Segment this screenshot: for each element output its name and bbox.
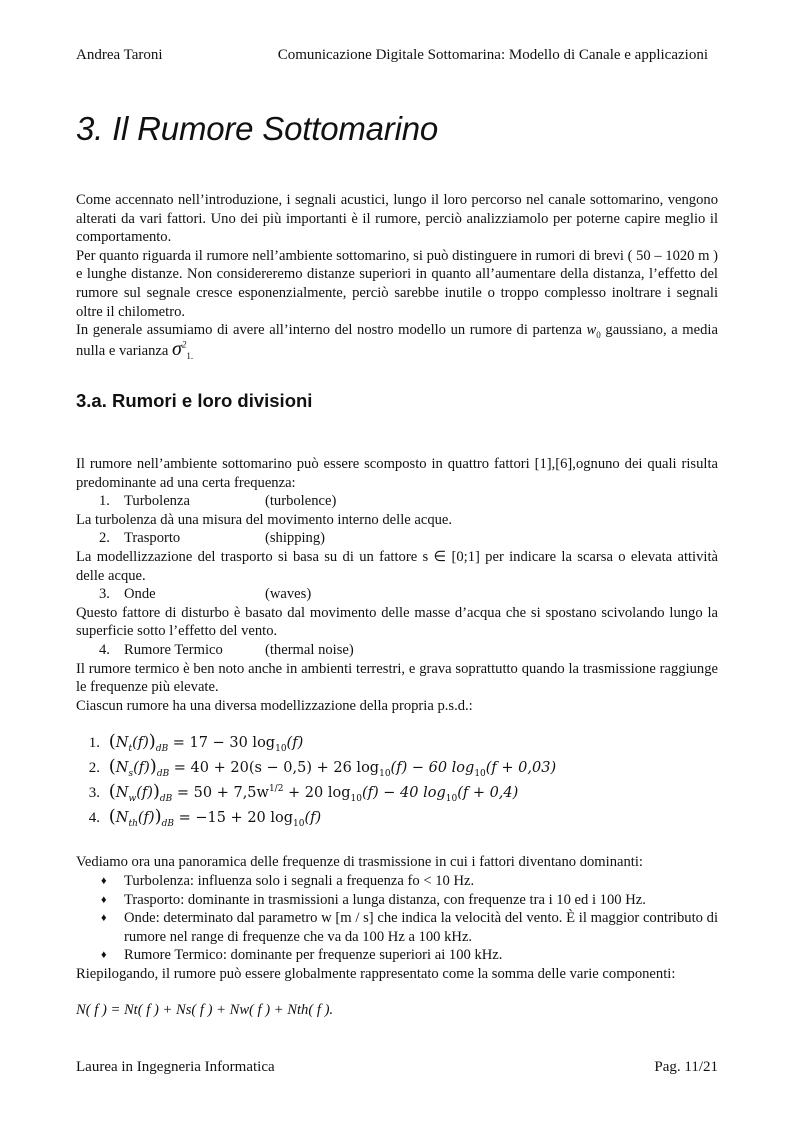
bullet-item-4: ♦ Rumore Termico: dominante per frequenze superiori ai 100 kHz. — [101, 947, 503, 964]
formula-1: 1. $(N_t(f))_{dB} = 17 - 30$ $\log_{10}(f)$ — [88, 731, 304, 755]
factor-desc-3: Questo fattore di disturbo è basato dal movimento delle masse d’acqua che si spostano scivolando lungo la superficie sotto l’effetto del vento. — [76, 604, 718, 640]
factor-desc-1: La turbolenza dà una misura del movimento interno delle acque. — [76, 511, 453, 528]
header-author: Andrea Taroni — [76, 47, 163, 63]
diamond-bullet-icon: ♦ — [101, 949, 107, 962]
overview-intro: Vediamo ora una panoramica delle frequenze di trasmissione in cui i fattori diventano dominanti: — [76, 854, 643, 871]
chapter-title: 3. Il Rumore Sottomarino — [76, 110, 439, 147]
bullet-item-1: ♦ Turbolenza: influenza solo i segnali a frequenza fo < 10 Hz. — [101, 872, 475, 889]
formula-3: 3. $(N_w(f))_{dB} = 50 + 7,5w^{1/2} + 20$ $\log_{10}(f) - 40$ $\log_{10}(f + 0,4)$ — [88, 781, 519, 805]
footer-degree: Laurea in Ingegneria Informatica — [76, 1059, 275, 1075]
summary-paragraph: Riepilogando, il rumore può essere globalmente rappresentato come la somma delle varie componenti: — [76, 965, 676, 982]
psd-intro: Ciascun rumore ha una diversa modellizzazione della propria p.s.d.: — [76, 697, 473, 714]
section-title: 3.a. Rumori e loro divisioni — [76, 390, 313, 411]
bullet-item-2: ♦ Trasporto: dominante in trasmissioni a lunga distanza, con frequenze tra i 10 ed i 100 Hz. — [101, 891, 646, 908]
diamond-bullet-icon: ♦ — [101, 912, 107, 925]
page-number: Pag. 11/21 — [654, 1059, 718, 1075]
header-title: Comunicazione Digitale Sottomarina: Modello di Canale e applicazioni — [277, 47, 708, 63]
diamond-bullet-icon: ♦ — [101, 874, 107, 887]
factor-heading-2: 2. Trasporto (shipping) — [99, 530, 325, 547]
factor-heading-1: 1. Turbolenza (turbolence) — [99, 493, 337, 510]
total-noise-formula: N( f ) = Nt( f ) + Ns( f ) + Nw( f ) + Nth( f ). — [76, 1002, 334, 1019]
intro-paragraph-2: Per quanto riguarda il rumore nell’ambiente sottomarino, si può distinguere in rumori di brevi ( 50 – 1020 m ) e lunghe distanze. Non considereremo distanze superiori in quanto all’aumentare della distanza, l’effetto del rumore sul segnale cresce esponenzialmente, perciò sarebbe inutile o troppo complesso inoltrare i segnali oltre il chilometro. — [76, 247, 718, 320]
intro-paragraph-3: In generale assumiamo di avere all’interno del nostro modello un rumore di partenza $w_0$ gaussiano, a media nulla e varianza $\sigma^2_{1.}$ — [76, 322, 718, 361]
intro-section — [76, 191, 718, 360]
formula-4: 4. $(N_{th}(f))_{dB} = -15 + 20$ $\log_{10}(f)$ — [88, 806, 322, 830]
section-body — [76, 455, 718, 1020]
diamond-bullet-icon: ♦ — [101, 893, 107, 906]
bullet-item-3: ♦ Onde: determinato dal parametro w [m / s] che indica la velocità del vento. È il maggior contributo di rumore nel range di frequenze che va da 100 Hz a 100 kHz. — [101, 910, 718, 945]
formula-2: 2. $(N_s(f))_{dB} = 40 + 20(s - 0,5) + 26$ $\log_{10}(f) - 60$ $\log_{10}(f + 0,03)$ — [88, 756, 557, 780]
factor-desc-4: Il rumore termico è ben noto anche in ambienti terrestri, e grava soprattutto quando la trasmissione raggiunge le frequenze più elevate. — [76, 660, 718, 696]
sigma-symbol: $\sigma^2$ — [172, 337, 187, 360]
section-intro: Il rumore nell’ambiente sottomarino può essere scomposto in quattro fattori [1],[6],ognuno dei quali risulta predominante ad una certa frequenza: — [76, 456, 718, 491]
factor-heading-4: 4. Rumore Termico (thermal noise) — [99, 641, 354, 658]
factor-heading-3: 3. Onde (waves) — [99, 586, 312, 603]
intro-paragraph-1: Come accennato nell’introduzione, i segnali acustici, lungo il loro percorso nel canale sottomarino, vengono alterati da vari fattori. Uno dei più importanti è il rumore, perciò analizziamolo per poterne capire meglio il comportamento. — [76, 192, 718, 246]
formula-list — [76, 729, 718, 829]
factor-desc-2: La modellizzazione del trasporto si basa su di un fattore s ∈ [0;1] per indicare la scarsa o elevata attività delle acque. — [76, 548, 718, 584]
